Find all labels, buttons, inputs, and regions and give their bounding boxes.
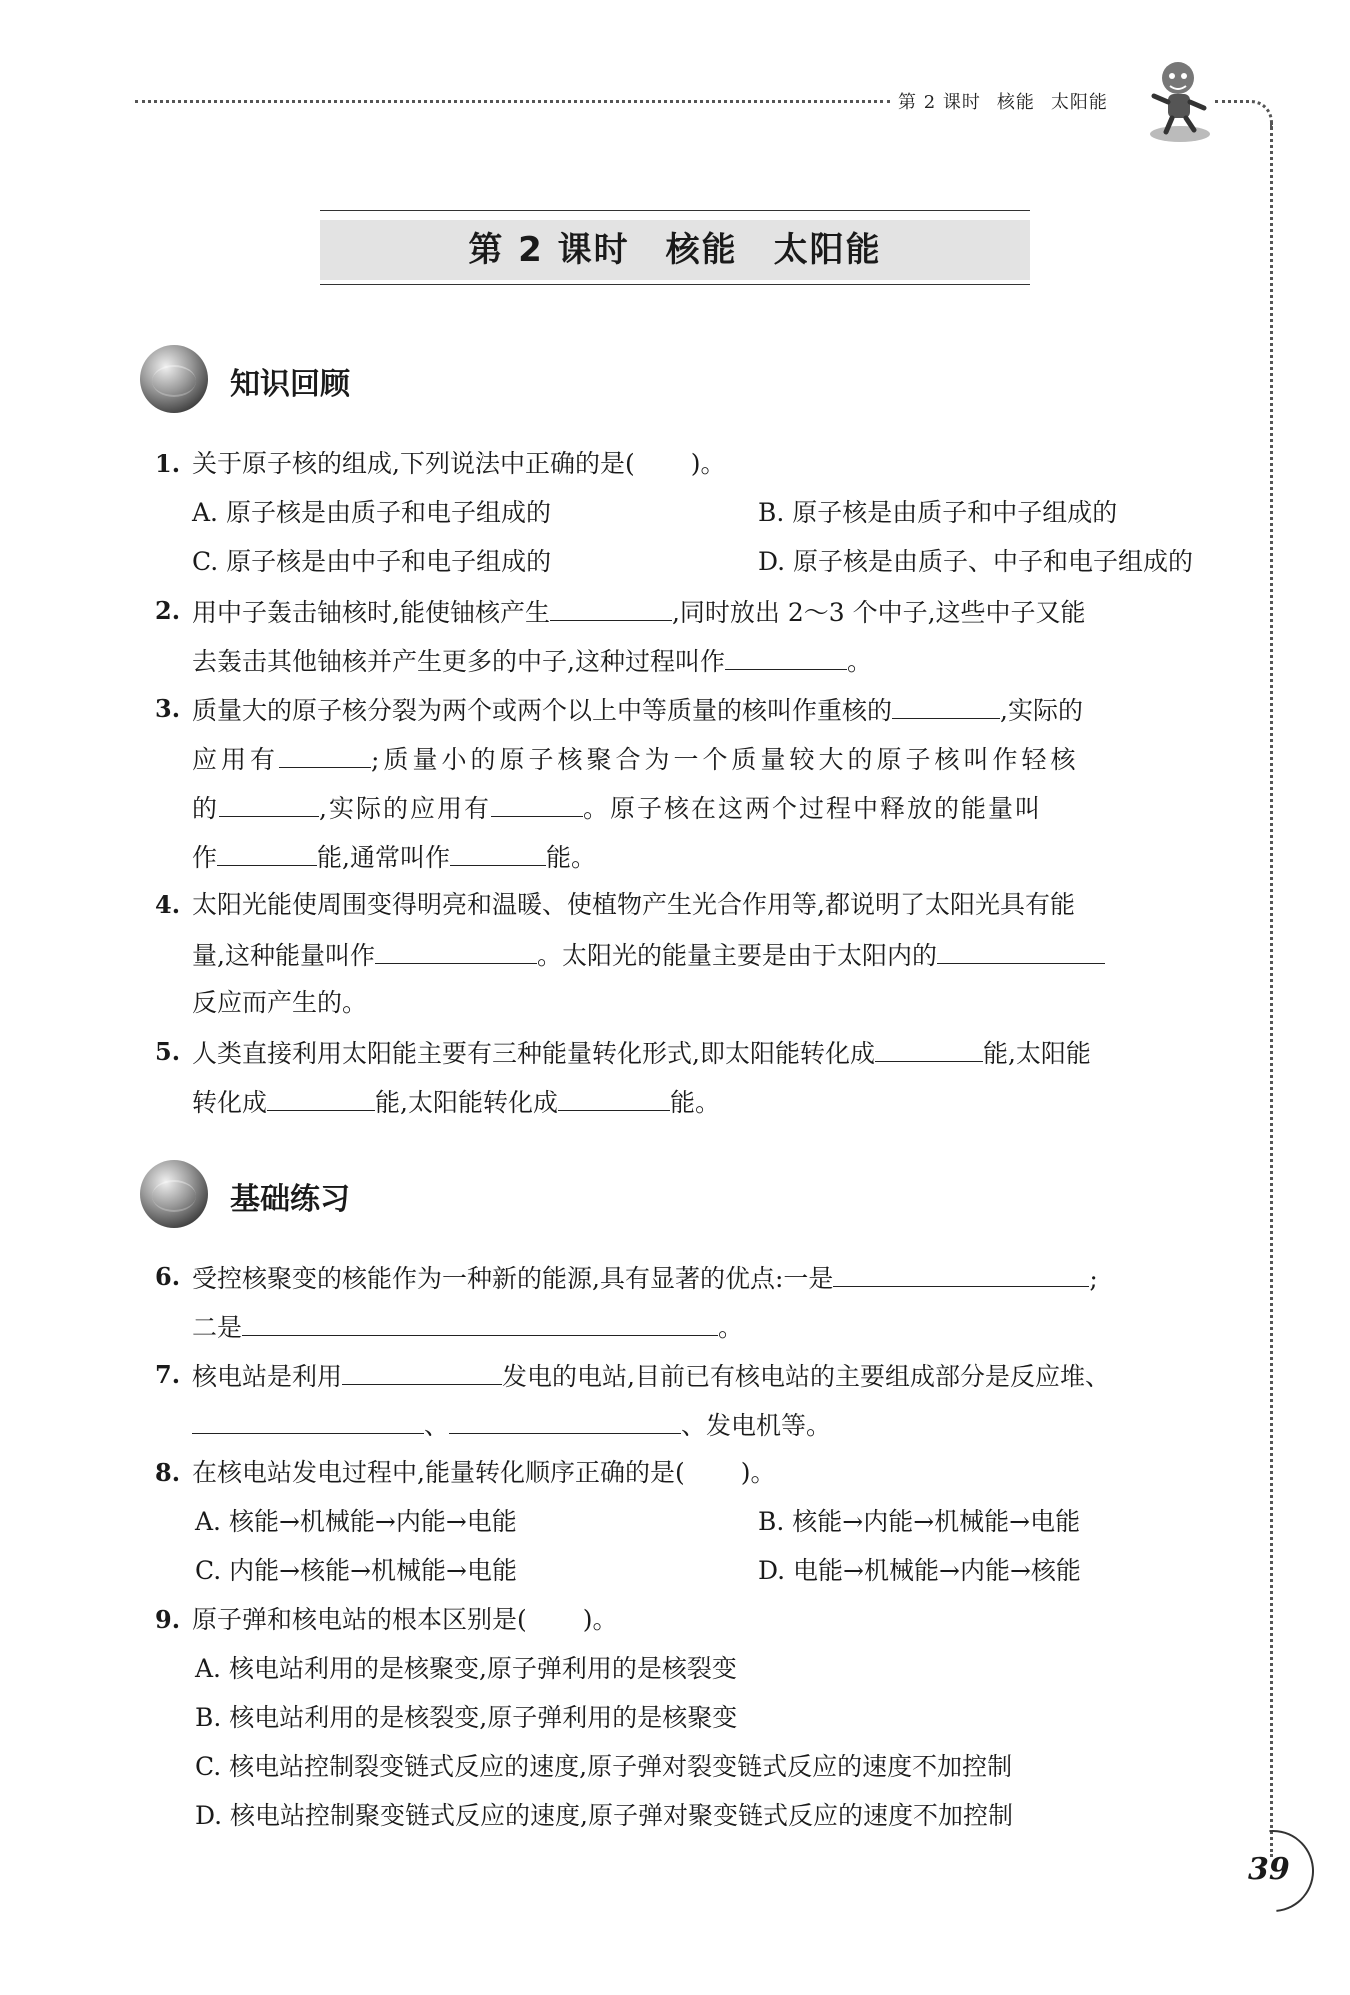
answer-blank[interactable] <box>558 1084 670 1111</box>
question-1-stem: 关于原子核的组成,下列说法中正确的是( )。 <box>192 449 726 478</box>
question-number: 3. <box>155 694 181 723</box>
question-8-stem: 在核电站发电过程中,能量转化顺序正确的是( )。 <box>192 1458 776 1487</box>
option-d: D. 原子核是由质子、中子和电子组成的 <box>758 547 1194 576</box>
header-topic-solar: 太阳能 <box>1050 92 1108 113</box>
globe-icon <box>140 345 208 413</box>
title-nuclear: 核能 <box>665 230 738 270</box>
question-4-line-1: 太阳光能使周围变得明亮和温暖、使植物产生光合作用等,都说明了太阳光具有能 <box>192 890 1075 919</box>
answer-blank[interactable] <box>937 937 1105 964</box>
question-3-line-1: 质量大的原子核分裂为两个或两个以上中等质量的核叫作重核的 ,实际的 <box>192 692 1083 728</box>
answer-blank[interactable] <box>279 741 371 768</box>
answer-blank[interactable] <box>450 839 546 866</box>
answer-blank[interactable] <box>833 1260 1089 1287</box>
question-2-line-2: 去轰击其他铀核并产生更多的中子,这种过程叫作 。 <box>192 643 872 679</box>
page-number: 39 <box>1248 1852 1290 1887</box>
option-c: C. 内能→核能→机械能→电能 <box>195 1556 517 1585</box>
question-9-stem: 原子弹和核电站的根本区别是( )。 <box>192 1605 618 1634</box>
header-lesson: 第 2 课时 <box>898 92 981 113</box>
answer-blank[interactable] <box>267 1084 375 1111</box>
question-number: 7. <box>155 1360 181 1389</box>
option-c: C. 核电站控制裂变链式反应的速度,原子弹对裂变链式反应的速度不加控制 <box>195 1752 1013 1781</box>
mascot-icon <box>1142 56 1212 146</box>
option-a: A. 核能→机械能→内能→电能 <box>195 1507 517 1536</box>
globe-icon <box>140 1160 208 1228</box>
answer-blank[interactable] <box>342 1358 502 1385</box>
option-b: B. 核能→内能→机械能→电能 <box>758 1507 1081 1536</box>
option-a: A. 原子核是由质子和电子组成的 <box>192 498 551 527</box>
option-b: B. 原子核是由质子和中子组成的 <box>758 498 1118 527</box>
title-lesson: 第 2 课时 <box>468 230 630 270</box>
question-number: 1. <box>155 449 181 478</box>
question-5-line-2: 转化成 能,太阳能转化成 能。 <box>192 1084 720 1120</box>
question-4-line-2: 量,这种能量叫作 。太阳光的能量主要是由于太阳内的 <box>192 937 1105 973</box>
question-3-line-3: 的 ,实际的应用有 。原子核在这两个过程中释放的能量叫 <box>192 790 1042 826</box>
question-7-line-1: 核电站是利用 发电的电站,目前已有核电站的主要组成部分是反应堆、 <box>192 1358 1110 1394</box>
section-title: 基础练习 <box>230 1182 350 1217</box>
question-number: 6. <box>155 1262 181 1291</box>
answer-blank[interactable] <box>217 839 317 866</box>
margin-dotted-rule <box>1270 122 1273 1857</box>
question-number: 2. <box>155 596 181 625</box>
question-number: 9. <box>155 1605 181 1634</box>
option-d: D. 电能→机械能→内能→核能 <box>758 1556 1081 1585</box>
answer-blank[interactable] <box>449 1407 681 1434</box>
question-5-line-1: 人类直接利用太阳能主要有三种能量转化形式,即太阳能转化成 能,太阳能 <box>192 1035 1091 1071</box>
title-solar: 太阳能 <box>773 230 882 270</box>
margin-corner <box>1222 100 1273 127</box>
question-2-line-1: 用中子轰击铀核时,能使铀核产生 ,同时放出 2～3 个中子,这些中子又能 <box>192 594 1086 630</box>
option-d: D. 核电站控制聚变链式反应的速度,原子弹对聚变链式反应的速度不加控制 <box>195 1801 1013 1830</box>
answer-blank[interactable] <box>875 1035 983 1062</box>
question-3-line-4: 作 能,通常叫作 能。 <box>192 839 596 875</box>
option-b: B. 核电站利用的是核裂变,原子弹利用的是核聚变 <box>195 1703 738 1732</box>
header-dotted-rule <box>135 100 890 103</box>
answer-blank[interactable] <box>192 1407 424 1434</box>
lesson-title <box>320 220 1030 280</box>
answer-blank[interactable] <box>491 790 583 817</box>
answer-blank[interactable] <box>892 692 1000 719</box>
question-6-line-1: 受控核聚变的核能作为一种新的能源,具有显著的优点:一是 ; <box>192 1260 1098 1296</box>
question-number: 8. <box>155 1458 181 1487</box>
section-title: 知识回顾 <box>230 367 350 402</box>
running-header <box>898 88 1124 114</box>
title-rule-bottom <box>320 284 1030 285</box>
question-4-line-3: 反应而产生的。 <box>192 988 368 1017</box>
title-rule-top <box>320 210 1030 211</box>
question-number: 5. <box>155 1037 181 1066</box>
answer-blank[interactable] <box>725 643 847 670</box>
answer-blank[interactable] <box>242 1309 718 1336</box>
question-7-line-2: 、 、发电机等。 <box>192 1407 831 1443</box>
option-a: A. 核电站利用的是核聚变,原子弹利用的是核裂变 <box>195 1654 737 1683</box>
question-6-line-2: 二是 。 <box>192 1309 743 1345</box>
option-c: C. 原子核是由中子和电子组成的 <box>192 547 552 576</box>
question-3-line-2: 应用有 ;质量小的原子核聚合为一个质量较大的原子核叫作轻核 <box>192 741 1079 777</box>
answer-blank[interactable] <box>550 594 672 621</box>
header-topic-nuclear: 核能 <box>996 92 1035 113</box>
answer-blank[interactable] <box>219 790 319 817</box>
question-number: 4. <box>155 890 181 919</box>
answer-blank[interactable] <box>375 937 537 964</box>
